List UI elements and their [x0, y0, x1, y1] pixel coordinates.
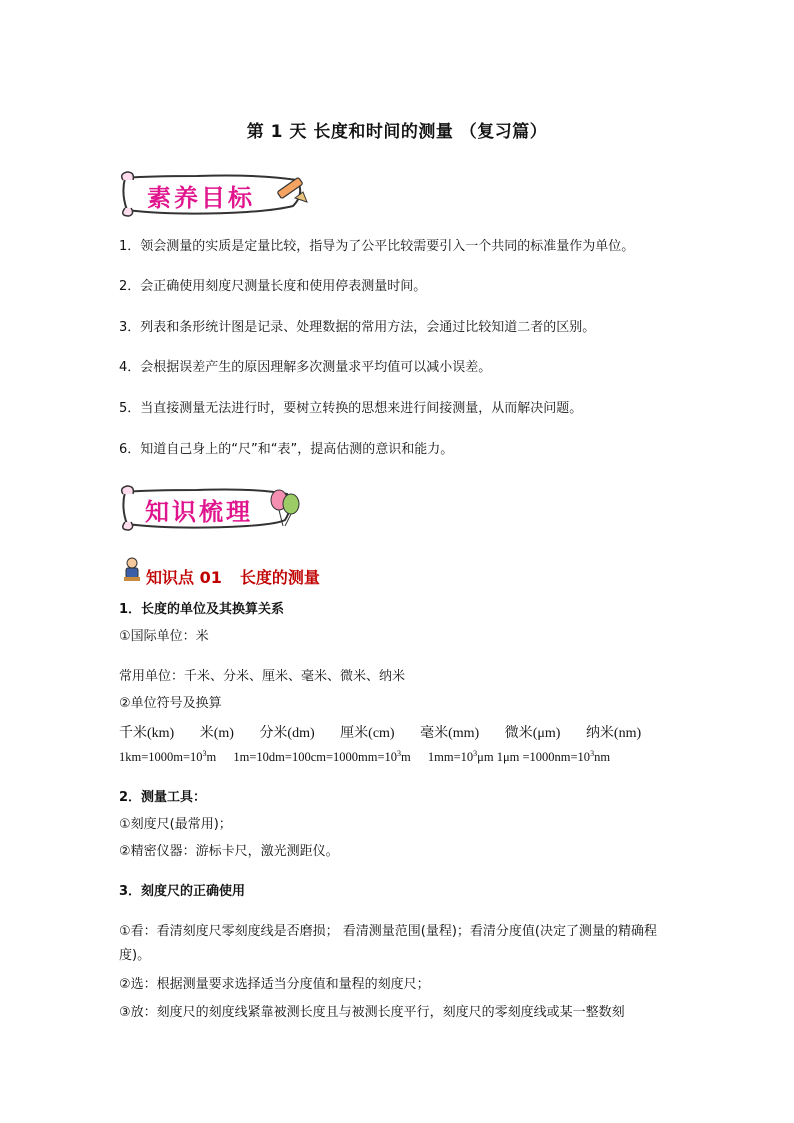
unit-cm: 厘米(cm) [340, 726, 395, 741]
section-2-heading: 2．测量工具： [119, 790, 207, 805]
usage-place: ③放：刻度尺的刻度线紧靠被测长度且与被测长度平行，刻度尺的零刻度线或某一整数刻 [119, 1005, 625, 1020]
unit-km: 千米(km) [119, 726, 175, 741]
banner-knowledge [117, 482, 307, 534]
goal-2: 2．会正确使用刻度尺测量长度和使用停表测量时间。 [119, 279, 427, 294]
knowledge-point-title [146, 565, 338, 588]
goal-4: 4．会根据误差产生的原因理解多次测量求平均值可以减小误差。 [119, 360, 492, 375]
section-1-heading: 1．长度的单位及其换算关系 [119, 602, 285, 617]
banner-goals [117, 168, 313, 220]
unit-symbols-row [119, 722, 663, 742]
conversion-m: $1m=10dm=100cm=1000mm=10^3m$ [233, 749, 411, 765]
teacher-icon [122, 557, 142, 583]
usage-select: ②选：根据测量要求选择适当分度值和量程的刻度尺； [119, 977, 430, 992]
kp-topic: 长度的测量 [239, 568, 320, 587]
banner-knowledge-label: 知识梳理 [145, 498, 253, 526]
unit-dm: 分米(dm) [259, 726, 315, 741]
goal-6: 6．知道自己身上的“尺”和“表”，提高估测的意识和能力。 [119, 442, 454, 457]
goal-5: 5．当直接测量无法进行时，要树立转换的思想来进行间接测量，从而解决问题。 [119, 401, 583, 416]
tool-2: ②精密仪器：游标卡尺，激光测距仪。 [119, 844, 339, 859]
unit-mm: 毫米(mm) [420, 726, 480, 741]
conversion-mm: $1mm=10^3\mu m$ $1\mu m =1000nm=10^3nm$ [427, 749, 611, 765]
usage-look: ①看：看清刻度尺零刻度线是否磨损； 看清测量范围(量程)；看清分度值(决定了测量的精确程度)。 [119, 924, 658, 963]
page-title: 第 1 天 长度和时间的测量 （复习篇） [246, 122, 548, 142]
section-3-heading: 3．刻度尺的正确使用 [119, 884, 246, 899]
unit-m: 米(m) [199, 726, 234, 741]
conversion-row [119, 749, 624, 765]
banner-goals-label: 素养目标 [147, 184, 255, 212]
common-units: 常用单位：千米、分米、厘米、毫米、微米、纳米 [119, 669, 406, 684]
symbols-heading: ②单位符号及换算 [119, 696, 222, 711]
tool-1: ①刻度尺(最常用)； [119, 817, 232, 832]
kp-label: 知识点 01 [146, 568, 222, 587]
goal-3: 3．列表和条形统计图是记录、处理数据的常用方法，会通过比较知道二者的区别。 [119, 320, 596, 335]
conversion-km: $1km=1000m=10^3m$ [119, 749, 217, 765]
goal-1: 1．领会测量的实质是定量比较，指导为了公平比较需要引入一个共同的标准量作为单位。 [119, 239, 635, 254]
intl-unit: ①国际单位：米 [119, 629, 209, 644]
unit-nm: 纳米(nm) [585, 726, 642, 741]
unit-um: 微米(μm) [504, 726, 561, 741]
